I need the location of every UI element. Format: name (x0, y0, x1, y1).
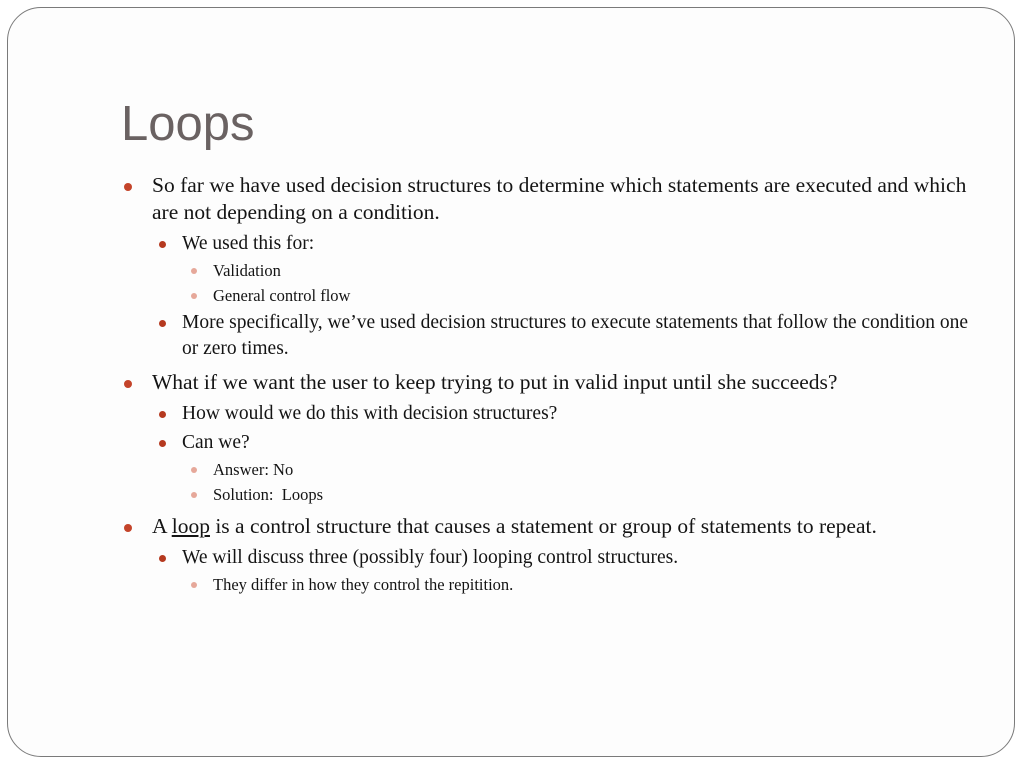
bullet-text: Can we? (182, 432, 250, 453)
bullet-decision-structures (121, 172, 981, 226)
sub-bullet-looping-structures (121, 545, 981, 571)
bullet-dot-icon (159, 555, 166, 562)
sub-sub-bullet-validation (121, 260, 981, 282)
sub-sub-bullet-they-differ (121, 574, 981, 596)
bullet-dot-icon (191, 268, 197, 274)
sub-bullet-how-would-we (121, 401, 981, 427)
bullet-text: They differ in how they control the repitition. (213, 575, 514, 594)
loop-keyword: loop (171, 514, 210, 538)
bullet-text: What if we want the user to keep trying to put in valid input until she succeeds? (152, 370, 838, 394)
bullet-dot-icon (159, 440, 166, 447)
bullet-text: General control flow (213, 286, 351, 305)
sub-sub-bullet-answer (121, 459, 981, 481)
bullet-text: Solution: Loops (213, 485, 324, 504)
bullet-dot-icon (124, 524, 132, 532)
bullet-text-prefix: A (152, 514, 172, 538)
bullet-dot-icon (124, 183, 132, 191)
bullet-dot-icon (191, 467, 197, 473)
bullet-text: So far we have used decision structures to determine which statements are executed and which are not depending on a condition. (152, 173, 967, 224)
slide (7, 7, 1015, 757)
bullet-text: How would we do this with decision structures? (182, 403, 558, 424)
bullet-dot-icon (124, 380, 132, 388)
bullet-dot-icon (159, 320, 166, 327)
bullet-dot-icon (191, 293, 197, 299)
bullet-dot-icon (159, 241, 166, 248)
sub-bullet-more-specifically (121, 310, 981, 362)
sub-sub-bullet-control-flow (121, 285, 981, 307)
bullet-text: We will discuss three (possibly four) looping control structures. (182, 547, 679, 568)
bullet-loop-definition (121, 513, 981, 540)
bullet-text-suffix: is a control structure that causes a statement or group of statements to repeat. (209, 514, 877, 538)
sub-bullet-can-we (121, 430, 981, 456)
bullet-text: Validation (213, 261, 281, 280)
slide-title: Loops (121, 97, 255, 151)
sub-sub-bullet-solution (121, 484, 981, 506)
bullet-dot-icon (191, 582, 197, 588)
bullet-valid-input (121, 369, 981, 396)
slide-content (121, 172, 981, 599)
bullet-text: More specifically, we’ve used decision structures to execute statements that follow the condition one or zero times. (182, 312, 969, 359)
bullet-dot-icon (159, 411, 166, 418)
bullet-text: Answer: No (213, 460, 294, 479)
bullet-text: We used this for: (182, 233, 315, 254)
sub-bullet-used-for (121, 231, 981, 257)
bullet-dot-icon (191, 492, 197, 498)
